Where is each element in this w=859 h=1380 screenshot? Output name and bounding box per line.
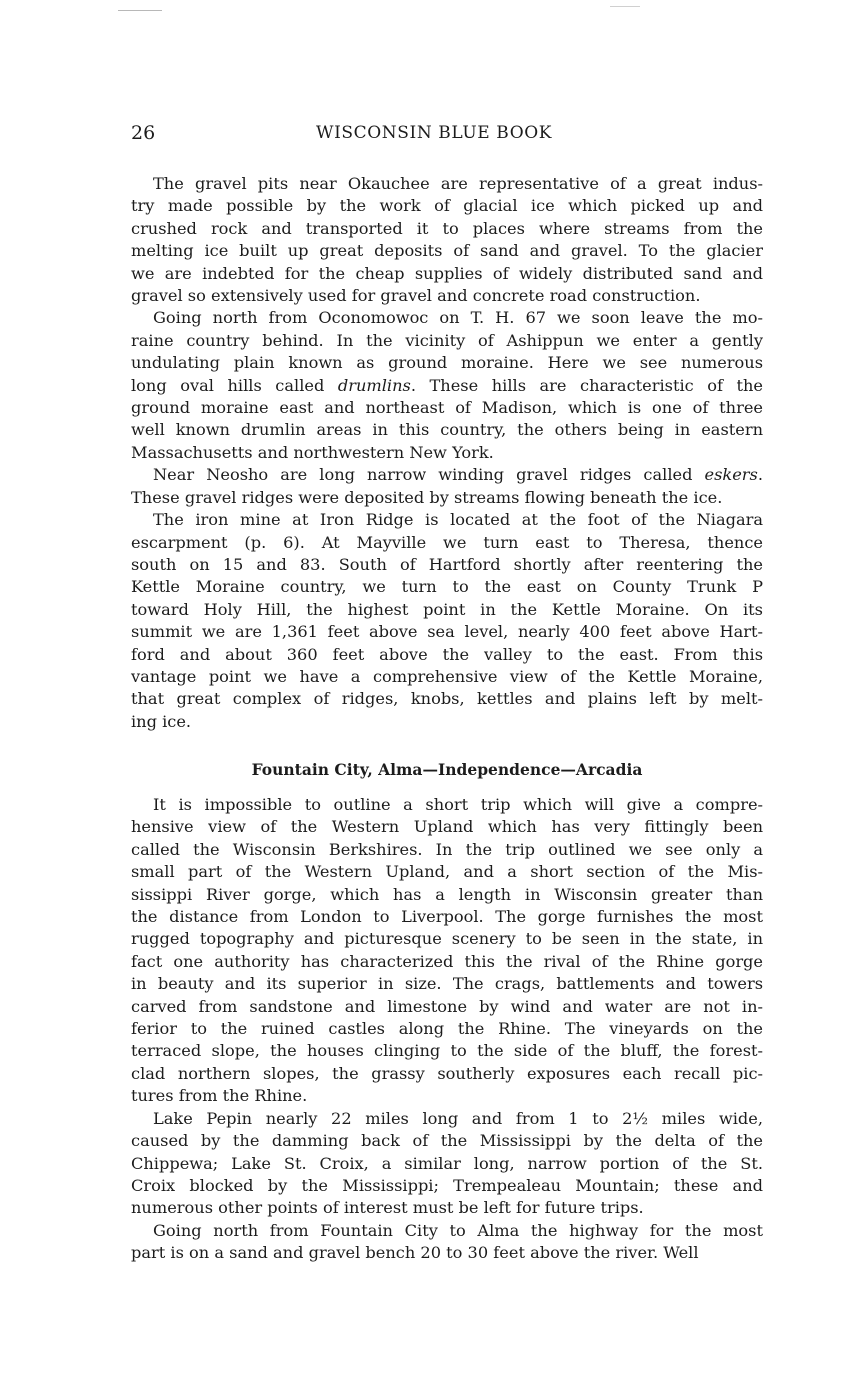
section-heading: Fountain City, Alma—Independence—Arcadia	[251, 760, 643, 779]
text-line: raine country behind. In the vicinity of Ashippun we enter a gently	[131, 330, 763, 350]
page-number: 26	[131, 122, 156, 144]
text-line: carved from sandstone and limestone by wind and water are not in-	[131, 996, 763, 1016]
text-line: try made possible by the work of glacial ice which picked up and	[131, 196, 763, 216]
text-line: part is on a sand and gravel bench 20 to 30 feet above the river. Well	[131, 1243, 699, 1263]
text-line: The iron mine at Iron Ridge is located at the foot of the Niagara	[153, 510, 763, 530]
italic-term: drumlins	[337, 375, 411, 395]
paragraph	[131, 1108, 763, 1220]
section-one-text	[131, 173, 763, 733]
text-line: escarpment (p. 6). At Mayville we turn east to Theresa, thence	[131, 532, 763, 552]
text-line: ford and about 360 feet above the valley to the east. From this	[131, 644, 763, 664]
text-line: numerous other points of interest must be left for future trips.	[131, 1198, 644, 1218]
text-line: crushed rock and transported it to places where streams from the	[131, 218, 763, 238]
text-line: ferior to the ruined castles along the Rhine. The vineyards on the	[131, 1019, 763, 1039]
italic-term: eskers	[704, 465, 758, 485]
text-line: Near Neosho are long narrow winding gravel ridges called eskers.	[153, 465, 763, 485]
text-line: vantage point we have a comprehensive view of the Kettle Moraine,	[131, 666, 763, 686]
scan-artifact	[610, 6, 640, 7]
text-line: ground moraine east and northeast of Madison, which is one of three	[131, 398, 763, 418]
text-line: well known drumlin areas in this country, the others being in eastern	[131, 420, 763, 440]
page-header	[131, 122, 763, 148]
text-line: The gravel pits near Okauchee are representative of a great indus-	[153, 174, 763, 193]
text-line: summit we are 1,361 feet above sea level, nearly 400 feet above Hart-	[131, 622, 763, 642]
paragraph	[131, 794, 763, 1108]
text-line: small part of the Western Upland, and a short section of the Mis-	[131, 862, 763, 882]
text-line: fact one authority has characterized this the rival of the Rhine gorge	[131, 951, 763, 971]
running-title: WISCONSIN BLUE BOOK	[316, 123, 553, 143]
text-line: undulating plain known as ground moraine. Here we see numerous	[131, 353, 763, 373]
section-two-text	[131, 794, 763, 1265]
text-line: hensive view of the Western Upland which has very fittingly been	[131, 817, 763, 837]
text-line: rugged topography and picturesque scenery to be seen in the state, in	[131, 929, 763, 949]
text-line: terraced slope, the houses clinging to the side of the bluff, the forest-	[131, 1041, 763, 1061]
text-line: the distance from London to Liverpool. The gorge furnishes the most	[131, 907, 763, 927]
text-line: we are indebted for the cheap supplies of widely distributed sand and	[131, 263, 763, 283]
text-line: Going north from Fountain City to Alma the highway for the most	[153, 1220, 763, 1240]
text-line: in beauty and its superior in size. The crags, battlements and towers	[131, 974, 763, 994]
paragraph	[131, 307, 763, 464]
text-line: Going north from Oconomowoc on T. H. 67 we soon leave the mo-	[153, 308, 763, 328]
paragraph	[131, 1220, 763, 1265]
text-line: Chippewa; Lake St. Croix, a similar long, narrow portion of the St.	[131, 1153, 763, 1173]
text-line: toward Holy Hill, the highest point in the Kettle Moraine. On its	[131, 599, 763, 619]
text-line: ing ice.	[131, 711, 192, 731]
text-line: melting ice built up great deposits of sand and gravel. To the glacier	[131, 241, 763, 261]
text-line: long oval hills called drumlins. These hills are characteristic of the	[131, 375, 764, 395]
text-line: Kettle Moraine country, we turn to the east on County Trunk P	[131, 577, 763, 597]
text-line: Croix blocked by the Mississippi; Trempealeau Mountain; these and	[131, 1175, 763, 1195]
text-line: clad northern slopes, the grassy southerly exposures each recall pic-	[131, 1063, 763, 1083]
text-line: caused by the damming back of the Mississippi by the delta of the	[131, 1131, 763, 1151]
text-line: Massachusetts and northwestern New York.	[131, 442, 494, 462]
text-line: sissippi River gorge, which has a length in Wisconsin greater than	[131, 884, 763, 904]
text-line: It is impossible to outline a short trip which will give a compre-	[153, 795, 763, 814]
paragraph	[131, 173, 763, 307]
text-line: tures from the Rhine.	[131, 1086, 308, 1106]
text-line: These gravel ridges were deposited by streams flowing beneath the ice.	[131, 487, 723, 507]
paragraph	[131, 464, 763, 509]
paragraph	[131, 509, 763, 733]
text-line: that great complex of ridges, knobs, kettles and plains left by melt-	[131, 689, 763, 709]
text-line: gravel so extensively used for gravel and concrete road construction.	[131, 286, 701, 306]
text-line: Lake Pepin nearly 22 miles long and from 1 to 2½ miles wide,	[153, 1108, 763, 1128]
text-line: south on 15 and 83. South of Hartford shortly after reentering the	[131, 554, 763, 574]
scan-artifact	[118, 10, 162, 11]
text-line: called the Wisconsin Berkshires. In the trip outlined we see only a	[131, 839, 763, 859]
